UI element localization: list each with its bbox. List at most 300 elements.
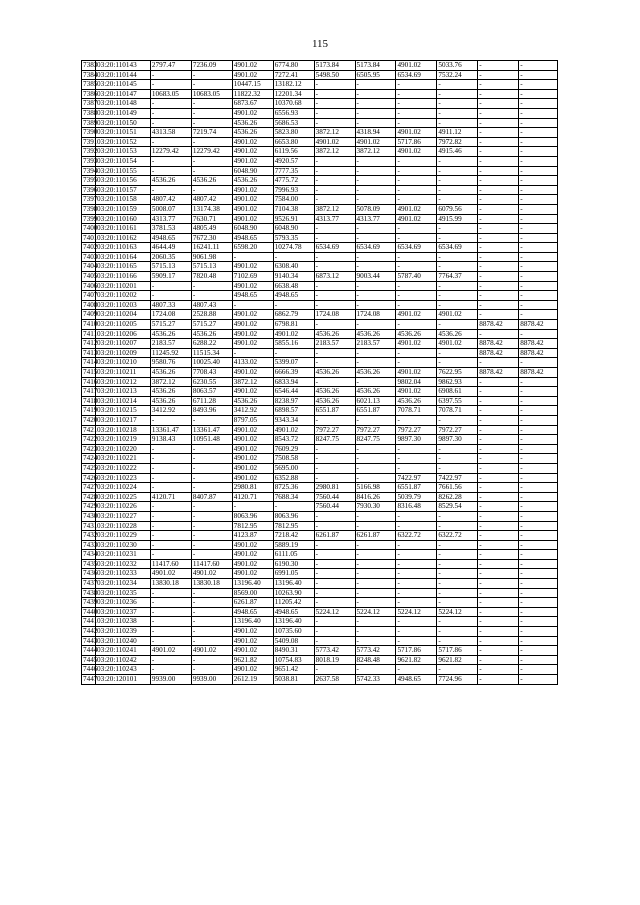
value-cell: -: [519, 559, 558, 569]
value-cell: -: [355, 559, 396, 569]
value-cell: -: [519, 617, 558, 627]
table-row: [82, 665, 558, 675]
value-cell: 9621.82: [396, 655, 437, 665]
value-cell: -: [232, 252, 273, 262]
value-cell: -: [478, 195, 519, 205]
value-cell: -: [437, 291, 478, 301]
value-cell: -: [478, 61, 519, 71]
row-index-cell: 7389: [83, 118, 98, 127]
value-cell: 13830.18: [150, 579, 191, 589]
table-row: [82, 70, 558, 80]
value-cell: -: [478, 176, 519, 186]
table-row: [82, 569, 558, 579]
value-cell: -: [191, 454, 232, 464]
value-cell: -: [478, 147, 519, 157]
table-row: [82, 80, 558, 90]
value-cell: 7764.37: [437, 272, 478, 282]
value-cell: -: [478, 588, 519, 598]
value-cell: 7508.58: [273, 454, 314, 464]
value-cell: 6048.90: [232, 166, 273, 176]
value-cell: -: [519, 540, 558, 550]
value-cell: -: [519, 214, 558, 224]
row-id-cell: 03:20:110147: [96, 89, 151, 99]
value-cell: -: [314, 665, 355, 675]
value-cell: -: [437, 156, 478, 166]
value-cell: 4536.26: [396, 396, 437, 406]
value-cell: -: [355, 320, 396, 330]
row-index-cell: 7433: [83, 540, 98, 549]
value-cell: 7422.97: [437, 473, 478, 483]
value-cell: -: [396, 511, 437, 521]
table-row: [82, 588, 558, 598]
value-cell: 7219.74: [191, 128, 232, 138]
value-cell: 4536.26: [150, 396, 191, 406]
value-cell: 2797.47: [150, 61, 191, 71]
value-cell: 4901.02: [232, 156, 273, 166]
table-row: [82, 387, 558, 397]
value-cell: -: [314, 99, 355, 109]
value-cell: 4536.26: [150, 368, 191, 378]
value-cell: 7777.35: [273, 166, 314, 176]
row-id-cell: 03:20:110161: [96, 224, 151, 234]
value-cell: 12201.34: [273, 89, 314, 99]
row-index-cell: 7415: [83, 368, 98, 376]
value-cell: -: [478, 224, 519, 234]
value-cell: -: [519, 61, 558, 71]
value-cell: -: [355, 348, 396, 358]
value-cell: 4536.26: [355, 387, 396, 397]
row-id-cell: 03:20:110228: [96, 521, 151, 531]
value-cell: -: [519, 377, 558, 387]
value-cell: 7812.95: [273, 521, 314, 531]
table-row: [82, 233, 558, 243]
row-index-cell: 7404: [83, 262, 98, 271]
value-cell: 4807.33: [150, 300, 191, 310]
table-row: [82, 137, 558, 147]
value-cell: 7672.30: [191, 233, 232, 243]
value-cell: -: [478, 502, 519, 512]
value-cell: 6534.69: [355, 243, 396, 253]
value-cell: -: [150, 617, 191, 627]
value-cell: -: [150, 185, 191, 195]
value-cell: -: [478, 291, 519, 301]
value-cell: -: [519, 627, 558, 637]
value-cell: 6397.55: [437, 396, 478, 406]
value-cell: -: [396, 569, 437, 579]
value-cell: -: [355, 521, 396, 531]
value-cell: -: [396, 454, 437, 464]
value-cell: -: [519, 243, 558, 253]
row-id-cell: 03:20:110202: [96, 291, 151, 301]
value-cell: 4901.02: [232, 195, 273, 205]
value-cell: 2183.57: [314, 339, 355, 349]
table-row: [82, 579, 558, 589]
value-cell: 7532.24: [437, 70, 478, 80]
row-index-cell: 7444: [83, 646, 98, 655]
value-cell: -: [191, 291, 232, 301]
value-cell: 5787.40: [396, 272, 437, 282]
row-id-cell: 03:20:110204: [96, 310, 151, 320]
value-cell: 8063.96: [232, 511, 273, 521]
value-cell: -: [314, 281, 355, 291]
value-cell: -: [191, 415, 232, 425]
value-cell: 6862.79: [273, 310, 314, 320]
value-cell: -: [478, 483, 519, 493]
value-cell: -: [396, 108, 437, 118]
value-cell: 4901.02: [232, 281, 273, 291]
value-cell: 10025.40: [191, 358, 232, 368]
value-cell: -: [355, 415, 396, 425]
value-cell: 7560.44: [314, 492, 355, 502]
value-cell: -: [478, 233, 519, 243]
value-cell: -: [519, 310, 558, 320]
value-cell: 10263.90: [273, 588, 314, 598]
value-cell: -: [437, 80, 478, 90]
row-id-cell: 03:20:110143: [96, 61, 151, 71]
value-cell: -: [478, 569, 519, 579]
table-row: [82, 550, 558, 560]
value-cell: -: [519, 588, 558, 598]
value-cell: 9140.34: [273, 272, 314, 282]
value-cell: 4901.02: [232, 550, 273, 560]
value-cell: -: [355, 281, 396, 291]
value-cell: 5008.07: [150, 204, 191, 214]
value-cell: -: [519, 387, 558, 397]
value-cell: -: [519, 70, 558, 80]
row-id-cell: 03:20:110223: [96, 473, 151, 483]
value-cell: 8529.54: [437, 502, 478, 512]
value-cell: 5717.86: [437, 646, 478, 656]
value-cell: 7622.95: [437, 368, 478, 378]
value-cell: -: [355, 233, 396, 243]
value-cell: -: [478, 243, 519, 253]
value-cell: 7972.27: [437, 425, 478, 435]
value-cell: 4901.02: [232, 262, 273, 272]
value-cell: 4948.65: [232, 607, 273, 617]
value-cell: 6261.87: [355, 531, 396, 541]
value-cell: 6546.44: [273, 387, 314, 397]
value-cell: 6021.13: [355, 396, 396, 406]
table-row: [82, 454, 558, 464]
value-cell: 4536.26: [191, 329, 232, 339]
value-cell: 5909.17: [150, 272, 191, 282]
value-cell: 6288.22: [191, 339, 232, 349]
value-cell: 9939.00: [150, 675, 191, 685]
value-cell: 5773.42: [314, 646, 355, 656]
value-cell: 4901.02: [232, 435, 273, 445]
row-index-cell: 7393: [83, 156, 98, 165]
row-index-cell: 7397: [83, 195, 98, 204]
value-cell: -: [191, 166, 232, 176]
row-id-cell: 03:20:110155: [96, 166, 151, 176]
value-cell: -: [273, 300, 314, 310]
value-cell: -: [314, 521, 355, 531]
value-cell: -: [191, 531, 232, 541]
value-cell: 5038.81: [273, 675, 314, 685]
value-cell: -: [519, 502, 558, 512]
value-cell: 13830.18: [191, 579, 232, 589]
value-cell: -: [191, 502, 232, 512]
table-row: [82, 329, 558, 339]
row-id-cell: 03:20:110238: [96, 617, 151, 627]
row-id-cell: 03:20:110219: [96, 435, 151, 445]
row-id-cell: 03:20:110164: [96, 252, 151, 262]
table-row: [82, 118, 558, 128]
value-cell: -: [314, 377, 355, 387]
row-index-cell: 7430: [83, 511, 98, 520]
value-cell: -: [519, 473, 558, 483]
value-cell: -: [519, 646, 558, 656]
value-cell: 8878.42: [519, 320, 558, 330]
value-cell: 6261.87: [314, 531, 355, 541]
value-cell: 7972.27: [314, 425, 355, 435]
value-cell: 4901.02: [232, 569, 273, 579]
value-cell: 8878.42: [478, 320, 519, 330]
value-cell: -: [396, 598, 437, 608]
value-cell: 4901.02: [396, 147, 437, 157]
value-cell: -: [396, 320, 437, 330]
value-cell: 8878.42: [478, 348, 519, 358]
value-cell: -: [150, 156, 191, 166]
value-cell: 4536.26: [314, 387, 355, 397]
value-cell: 9138.43: [150, 435, 191, 445]
table-row: [82, 675, 558, 685]
value-cell: -: [519, 252, 558, 262]
value-cell: -: [519, 531, 558, 541]
value-cell: -: [355, 588, 396, 598]
value-cell: -: [437, 252, 478, 262]
value-cell: -: [437, 463, 478, 473]
row-id-cell: 03:20:110154: [96, 156, 151, 166]
value-cell: -: [314, 579, 355, 589]
value-cell: -: [355, 118, 396, 128]
value-cell: 11515.34: [191, 348, 232, 358]
table-row: [82, 425, 558, 435]
value-cell: 8063.96: [273, 511, 314, 521]
table-row: [82, 252, 558, 262]
value-cell: -: [314, 108, 355, 118]
value-cell: -: [478, 627, 519, 637]
table-row: [82, 559, 558, 569]
row-index-cell: 7447: [83, 675, 98, 683]
value-cell: -: [150, 166, 191, 176]
table-row: [82, 646, 558, 656]
row-index-cell: 7439: [83, 598, 98, 607]
value-cell: -: [191, 540, 232, 550]
row-id-cell: 03:20:110158: [96, 195, 151, 205]
row-index-cell: 7386: [83, 89, 98, 98]
table-row: [82, 262, 558, 272]
value-cell: -: [191, 118, 232, 128]
row-index-cell: 7422: [83, 435, 98, 444]
value-cell: 9343.34: [273, 415, 314, 425]
table-row: [82, 204, 558, 214]
table-row: [82, 214, 558, 224]
table-row: [82, 339, 558, 349]
value-cell: 7930.30: [355, 502, 396, 512]
row-index-cell: 7428: [83, 492, 98, 501]
value-cell: -: [519, 454, 558, 464]
value-cell: -: [519, 272, 558, 282]
value-cell: -: [478, 406, 519, 416]
value-cell: 5173.84: [355, 61, 396, 71]
value-cell: -: [519, 108, 558, 118]
row-index-cell: 7394: [83, 166, 98, 175]
value-cell: -: [191, 463, 232, 473]
table-row: [82, 185, 558, 195]
value-cell: 4901.02: [437, 339, 478, 349]
value-cell: 4536.26: [232, 176, 273, 186]
row-index-cell: 7407: [83, 291, 98, 300]
value-cell: 7996.93: [273, 185, 314, 195]
row-id-cell: 03:20:110213: [96, 387, 151, 397]
value-cell: -: [437, 511, 478, 521]
row-id-cell: 03:20:110148: [96, 99, 151, 109]
value-cell: 7972.27: [396, 425, 437, 435]
value-cell: -: [478, 300, 519, 310]
row-id-cell: 03:20:110217: [96, 415, 151, 425]
value-cell: -: [478, 137, 519, 147]
row-index-cell: 7434: [83, 550, 98, 559]
value-cell: -: [150, 521, 191, 531]
value-cell: -: [437, 108, 478, 118]
value-cell: 5855.16: [273, 339, 314, 349]
value-cell: -: [478, 454, 519, 464]
value-cell: -: [396, 348, 437, 358]
value-cell: -: [478, 70, 519, 80]
row-index-cell: 7446: [83, 665, 98, 674]
value-cell: 2528.88: [191, 310, 232, 320]
value-cell: 5224.12: [314, 607, 355, 617]
value-cell: 12279.42: [191, 147, 232, 157]
value-cell: 5715.13: [150, 262, 191, 272]
value-cell: -: [478, 272, 519, 282]
value-cell: -: [355, 377, 396, 387]
value-cell: 4901.02: [232, 214, 273, 224]
row-id-cell: 03:20:110226: [96, 502, 151, 512]
value-cell: 4901.02: [314, 137, 355, 147]
value-cell: 4901.02: [232, 454, 273, 464]
value-cell: -: [437, 99, 478, 109]
value-cell: 3412.92: [232, 406, 273, 416]
value-cell: 16241.11: [191, 243, 232, 253]
value-cell: 4901.02: [232, 425, 273, 435]
value-cell: 8247.75: [314, 435, 355, 445]
value-cell: 4901.02: [232, 61, 273, 71]
value-cell: 4901.02: [396, 310, 437, 320]
value-cell: -: [519, 300, 558, 310]
row-index-cell: 7438: [83, 588, 98, 597]
value-cell: -: [355, 550, 396, 560]
table-row: [82, 540, 558, 550]
value-cell: -: [150, 70, 191, 80]
value-cell: -: [519, 137, 558, 147]
value-cell: 4948.65: [273, 607, 314, 617]
value-cell: -: [519, 358, 558, 368]
value-cell: 6991.05: [273, 569, 314, 579]
value-cell: -: [314, 358, 355, 368]
row-index-cell: 7427: [83, 483, 98, 492]
value-cell: -: [355, 300, 396, 310]
value-cell: 2183.57: [355, 339, 396, 349]
value-cell: -: [519, 118, 558, 128]
value-cell: 3872.12: [232, 377, 273, 387]
value-cell: 3872.12: [314, 204, 355, 214]
value-cell: -: [150, 607, 191, 617]
value-cell: -: [396, 224, 437, 234]
value-cell: 9526.91: [273, 214, 314, 224]
value-cell: 11205.42: [273, 598, 314, 608]
value-cell: -: [396, 89, 437, 99]
row-id-cell: 03:20:110145: [96, 80, 151, 90]
value-cell: -: [150, 281, 191, 291]
row-id-cell: 03:20:110236: [96, 598, 151, 608]
value-cell: -: [396, 540, 437, 550]
value-cell: 8018.19: [314, 655, 355, 665]
value-cell: 4901.02: [232, 636, 273, 646]
value-cell: 8238.97: [273, 396, 314, 406]
value-cell: -: [355, 665, 396, 675]
table-row: [82, 531, 558, 541]
value-cell: -: [519, 550, 558, 560]
row-id-cell: 03:20:110224: [96, 483, 151, 493]
value-cell: -: [314, 300, 355, 310]
value-cell: 10370.68: [273, 99, 314, 109]
value-cell: 4536.26: [150, 329, 191, 339]
value-cell: -: [437, 559, 478, 569]
value-cell: -: [150, 291, 191, 301]
value-cell: 4915.46: [437, 147, 478, 157]
value-cell: -: [519, 675, 558, 685]
row-index-cell: 7418: [83, 396, 98, 405]
row-id-cell: 03:20:110230: [96, 540, 151, 550]
value-cell: -: [396, 252, 437, 262]
value-cell: -: [519, 463, 558, 473]
value-cell: 2183.57: [150, 339, 191, 349]
value-cell: 5695.00: [273, 463, 314, 473]
value-cell: 4536.26: [150, 176, 191, 186]
table-row: [82, 435, 558, 445]
row-index-cell: 7420: [83, 415, 98, 424]
row-id-cell: 03:20:110225: [96, 492, 151, 502]
value-cell: -: [519, 204, 558, 214]
value-cell: 8416.26: [355, 492, 396, 502]
value-cell: 6833.94: [273, 377, 314, 387]
value-cell: 4901.02: [232, 665, 273, 675]
value-cell: -: [519, 329, 558, 339]
value-cell: 5715.13: [191, 262, 232, 272]
row-index-cell: 7445: [83, 655, 98, 664]
value-cell: -: [519, 156, 558, 166]
value-cell: -: [150, 415, 191, 425]
value-cell: -: [437, 166, 478, 176]
value-cell: -: [519, 655, 558, 665]
value-cell: 4901.02: [232, 70, 273, 80]
table-row: [82, 607, 558, 617]
value-cell: -: [478, 579, 519, 589]
value-cell: -: [396, 588, 437, 598]
row-id-cell: 03:20:110234: [96, 579, 151, 589]
value-cell: -: [150, 636, 191, 646]
value-cell: 6322.72: [437, 531, 478, 541]
value-cell: -: [355, 617, 396, 627]
value-cell: 3872.12: [150, 377, 191, 387]
value-cell: 4536.26: [232, 396, 273, 406]
row-id-cell: 03:20:110207: [96, 339, 151, 349]
table-row: [82, 368, 558, 378]
value-cell: -: [478, 435, 519, 445]
value-cell: -: [519, 176, 558, 186]
